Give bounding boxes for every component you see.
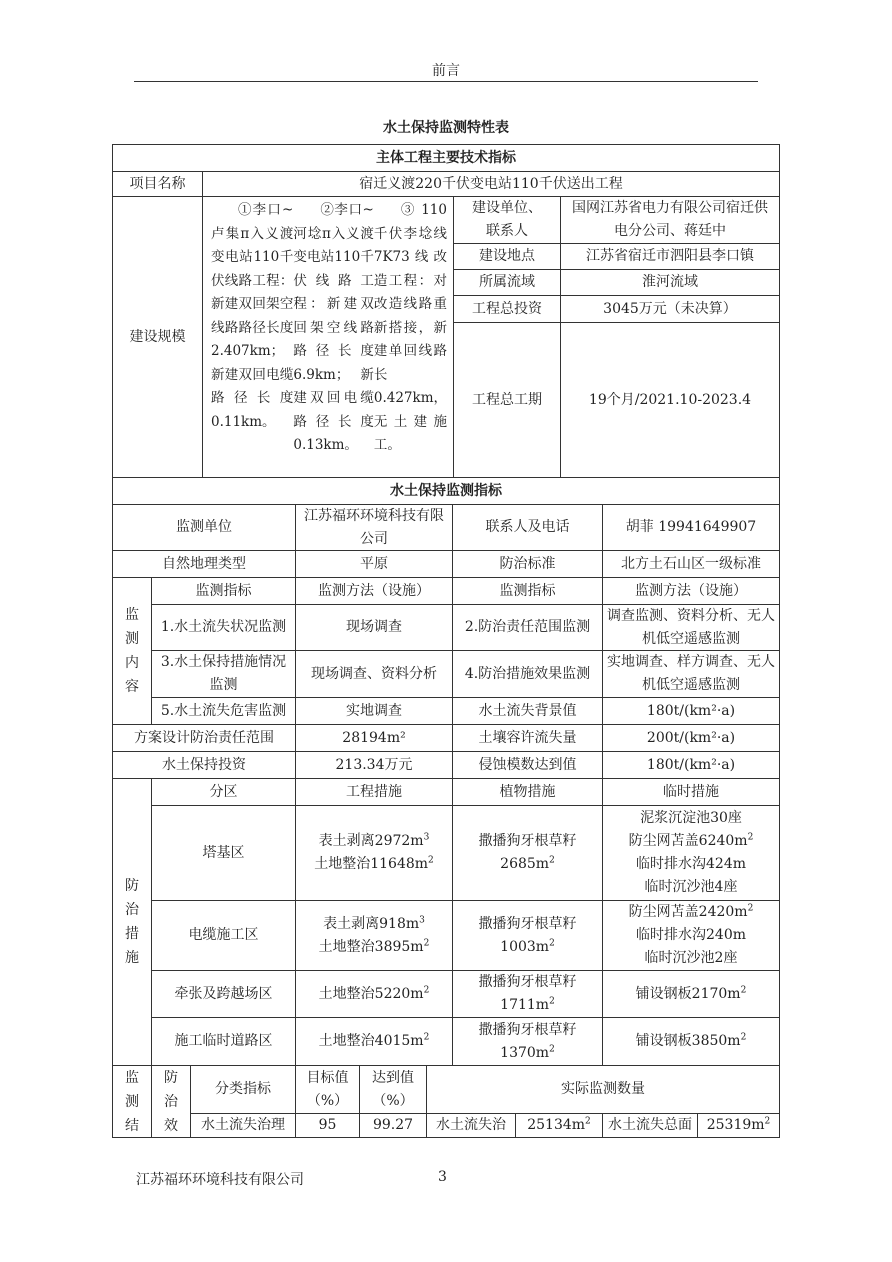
section-main-project-title: 主体工程主要技术指标 (112, 144, 780, 172)
eng-line: 土地整治$5220m^2$ (318, 984, 430, 1002)
monitor-method: 现场调查、资料分析 (295, 650, 453, 698)
monitor-unit-value: 江苏福环环境科技有限公司 (295, 504, 453, 551)
monitor-indicator: 1.水土流失状况监测 (151, 604, 296, 651)
result-label: 监测结 (112, 1065, 152, 1138)
allow-value: 200t/(km²·a) (602, 724, 780, 752)
investment-label: 工程总投资 (453, 295, 561, 323)
scale-text (202, 196, 454, 478)
result-name: 水土流失治理 (190, 1113, 296, 1138)
eng-line: 土地整治$4015m^2$ (318, 1032, 430, 1049)
period-value: 19个月/2021.10-2023.4 (560, 322, 780, 478)
characteristics-table (112, 144, 780, 1138)
swc-invest-label: 水土保持投资 (112, 751, 296, 779)
swc-invest-value: 213.34万元 (295, 751, 453, 779)
zone-eng (295, 1017, 453, 1066)
zone-plant (452, 900, 603, 971)
temp-line: 临时沉沙池2座 (644, 950, 738, 966)
result-b-label: 水土流失总面 (602, 1113, 698, 1138)
header-rule (134, 81, 758, 82)
standard-label: 防治标准 (452, 550, 603, 578)
method-header-1: 监测方法（设施） (295, 577, 453, 605)
monitor-method: 实地调查、样方调查、无人机低空遥感监测 (602, 650, 780, 698)
page-number: 3 (438, 1169, 447, 1185)
allow-label: 土壤容许流失量 (452, 724, 603, 752)
zone-name: 电缆施工区 (151, 900, 296, 971)
target-header: 目标值（%） (295, 1065, 360, 1114)
eng-line: 表土剥离$918m^3$ (323, 914, 425, 932)
indicator-header-2: 监测指标 (452, 577, 603, 605)
monitor-method: 现场调查 (295, 604, 453, 651)
plant-line: $1711m^2$ (500, 996, 555, 1013)
scale-item-1: ①李口~卢集π入义渡变电站110千伏线路工程：新建双回架空线路路径长度2.407km；新建双回电缆路径长度0.11km。 (211, 202, 294, 430)
monitor-indicator: 4.防治措施效果监测 (452, 650, 603, 698)
monitor-unit-label: 监测单位 (112, 504, 296, 551)
plant-header: 植物措施 (452, 778, 603, 806)
zone-plant (452, 805, 603, 901)
zone-name: 牵张及跨越场区 (151, 970, 296, 1018)
contact-label: 联系人及电话 (452, 504, 603, 551)
plant-line: 撒播狗牙根草籽 (478, 974, 577, 990)
monitor-indicator: 3.水土保持措施情况监测 (151, 650, 296, 698)
class-header: 分类指标 (190, 1065, 296, 1114)
indicator-header-1: 监测指标 (151, 577, 296, 605)
result-a-label: 水土流失治 (426, 1113, 516, 1138)
landform-value: 平原 (295, 550, 453, 578)
zone-header: 分区 (151, 778, 296, 806)
result-a-value: $25134m^2$ (515, 1113, 603, 1138)
section-monitoring-title: 水土保持监测指标 (112, 477, 780, 505)
zone-temp (602, 900, 780, 971)
period-label: 工程总工期 (453, 322, 561, 478)
monitor-indicator: 2.防治责任范围监测 (452, 604, 603, 651)
zone-name: 塔基区 (151, 805, 296, 901)
plant-line: $2685m^2$ (500, 855, 555, 872)
zone-temp (602, 970, 780, 1018)
temp-line: 临时排水沟424m (636, 856, 746, 872)
project-name-label: 项目名称 (112, 171, 203, 197)
result-reached: 99.27 (359, 1113, 427, 1138)
eng-header: 工程措施 (295, 778, 453, 806)
monitor-method: 调查监测、资料分析、无人机低空遥感监测 (602, 604, 780, 651)
temp-line: 临时排水沟240m (636, 927, 746, 943)
background-value: 180t/(km²·a) (602, 697, 780, 725)
method-header-2: 监测方法（设施） (602, 577, 780, 605)
basin-label: 所属流域 (453, 269, 561, 296)
table-title: 水土保持监测特性表 (383, 120, 509, 136)
contact-value: 胡菲 19941649907 (602, 504, 780, 551)
background-value-label: 水土流失背景值 (452, 697, 603, 725)
temp-line: 铺设钢板$2170m^2$ (635, 984, 747, 1002)
scale-label: 建设规模 (112, 196, 203, 478)
eng-line: 土地整治$11648m^2$ (314, 855, 434, 872)
project-name-value: 宿迁义渡220千伏变电站110千伏送出工程 (202, 171, 780, 197)
measures-label: 防治措施 (112, 778, 152, 1066)
temp-line: 泥浆沉淀池30座 (640, 810, 742, 826)
temp-line: 临时沉沙池4座 (644, 879, 738, 895)
eng-line: 土地整治$3895m^2$ (318, 937, 430, 955)
resp-label: 方案设计防治责任范围 (112, 724, 296, 752)
zone-plant (452, 1017, 603, 1066)
landform-label: 自然地理类型 (112, 550, 296, 578)
temp-line: 防尘网苫盖$6240m^2$ (628, 832, 754, 849)
zone-temp (602, 1017, 780, 1066)
monitor-indicator: 5.水土流失危害监测 (151, 697, 296, 725)
erosion-label: 侵蚀模数达到值 (452, 751, 603, 779)
result-b-value: $25319m^2$ (697, 1113, 780, 1138)
scale-item-2: ②李口~河埝π入义渡变电站110千伏线路工程：新建双回架空线路路径长度6.9km；新建双回电缆路径长度0.13km。 (293, 202, 374, 453)
standard-value: 北方土石山区一级标准 (602, 550, 780, 578)
plant-line: 撒播狗牙根草籽 (478, 915, 577, 932)
resp-value: 28194m² (295, 724, 453, 752)
zone-name: 施工临时道路区 (151, 1017, 296, 1066)
plant-line: 撒播狗牙根草籽 (478, 1021, 577, 1038)
zone-temp (602, 805, 780, 901)
content-label: 监测内容 (112, 577, 152, 725)
temp-header: 临时措施 (602, 778, 780, 806)
zone-eng (295, 900, 453, 971)
location-label: 建设地点 (453, 243, 561, 270)
investment-value: 3045万元（未决算） (560, 295, 780, 323)
reached-header: 达到值（%） (359, 1065, 427, 1114)
location-value: 江苏省宿迁市泗阳县李口镇 (560, 243, 780, 270)
plant-line: 撒播狗牙根草籽 (478, 833, 577, 849)
builder-value: 国网江苏省电力有限公司宿迁供电分公司、蒋廷中 (560, 196, 780, 244)
erosion-value: 180t/(km²·a) (602, 751, 780, 779)
zone-eng (295, 805, 453, 901)
result-target: 95 (295, 1113, 360, 1138)
plant-line: $1370m^2$ (500, 1043, 555, 1061)
footer-company: 江苏福环环境科技有限公司 (136, 1172, 304, 1188)
monitor-method: 实地调查 (295, 697, 453, 725)
basin-value: 淮河流域 (560, 269, 780, 296)
effect-label: 防治效 (151, 1065, 191, 1138)
actual-header: 实际监测数量 (426, 1065, 780, 1114)
zone-eng (295, 970, 453, 1018)
temp-line: 防尘网苫盖$2420m^2$ (628, 903, 754, 920)
plant-line: $1003m^2$ (500, 937, 555, 955)
page-header: 前言 (432, 63, 460, 79)
zone-plant (452, 970, 603, 1018)
eng-line: 表土剥离$2972m^3$ (318, 832, 430, 849)
builder-label: 建设单位、联系人 (453, 196, 561, 244)
temp-line: 铺设钢板$3850m^2$ (635, 1032, 747, 1049)
scale-item-3: ③110千伏李埝线7K73线改造工程：对改造线路重新搭接，新建单回线路长0.427km，无土建施工。 (373, 202, 448, 453)
